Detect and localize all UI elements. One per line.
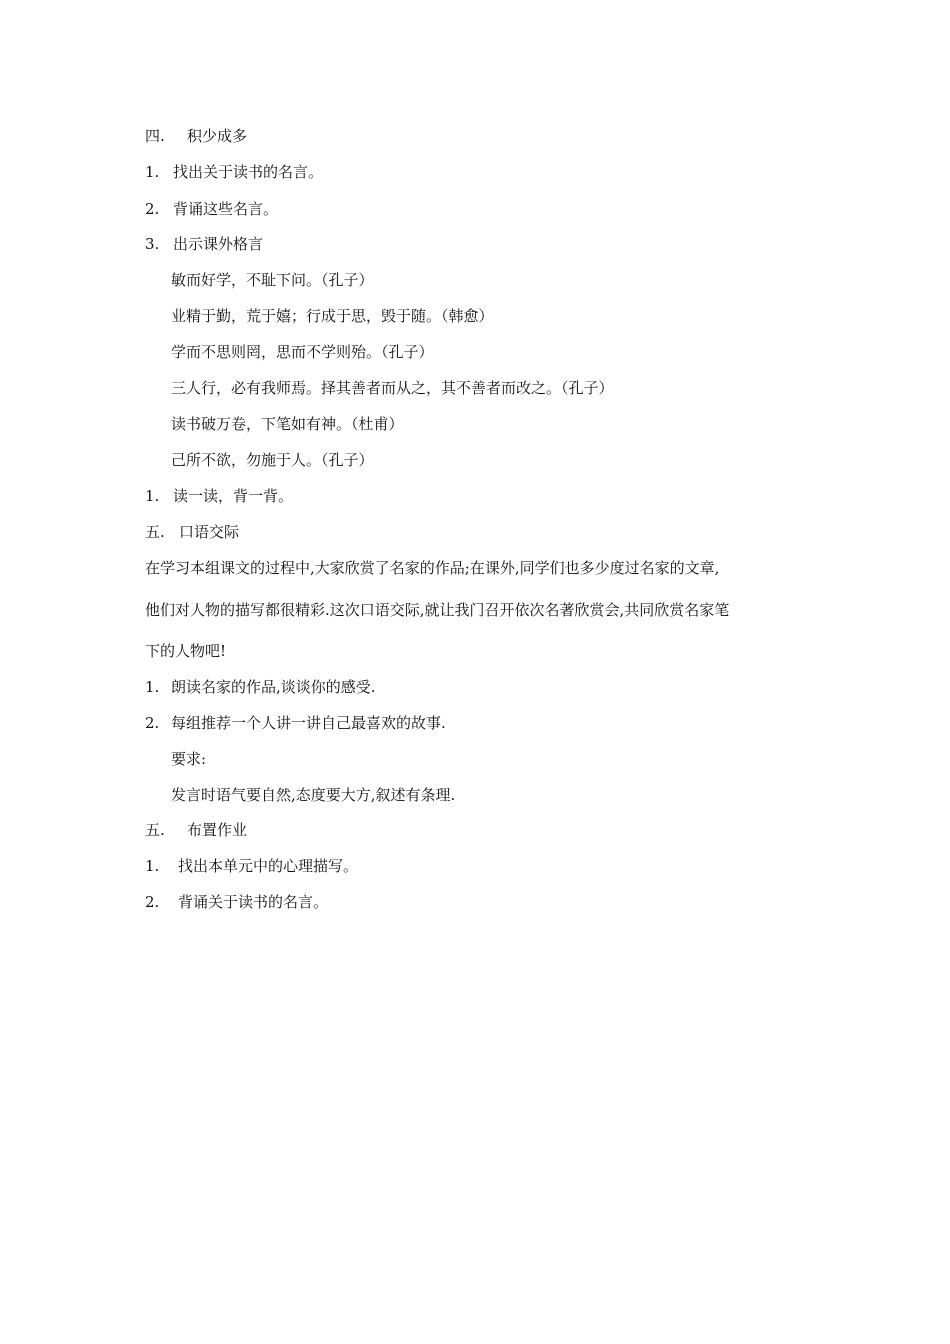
paragraph-text: 他们对人物的描写都很精彩.这次口语交际,就让我门召开依次名著欣赏会,共同欣赏名家笔 <box>145 601 730 619</box>
requirement-text: 发言时语气要自然,态度要大方,叙述有条理. <box>171 786 456 804</box>
list-item-text: 找出本单元中的心理描写。 <box>178 857 359 875</box>
list-item-number: 2. <box>145 893 160 911</box>
list-item-text: 背诵关于读书的名言。 <box>178 893 329 911</box>
quote-text: 敏而好学，不耻下问。（孔子） <box>171 271 374 289</box>
list-item-number: 1. <box>145 163 160 181</box>
list-item-number: 1. <box>145 487 160 505</box>
list-item-text: 找出关于读书的名言。 <box>173 163 324 181</box>
list-item-text: 出示课外格言 <box>173 235 264 253</box>
list-item-text: 朗读名家的作品,谈谈你的感受. <box>171 678 376 696</box>
quote-text: 学而不思则罔，思而不学则殆。（孔子） <box>171 343 434 361</box>
list-item-number: 3. <box>145 235 160 253</box>
section-4-title: 积少成多 <box>187 127 248 145</box>
section-5-title: 口语交际 <box>179 523 240 541</box>
section-4-number: 四. <box>145 127 165 145</box>
quote-text: 读书破万卷，下笔如有神。（杜甫） <box>171 415 404 433</box>
list-item-number: 2. <box>145 200 160 218</box>
requirement-label: 要求: <box>171 750 207 768</box>
paragraph-text: 在学习本组课文的过程中,大家欣赏了名家的作品;在课外,同学们也多少度过名家的文章, <box>145 559 720 577</box>
list-item-number: 1. <box>145 857 160 875</box>
section-5-homework-title: 布置作业 <box>187 821 248 839</box>
paragraph-text: 下的人物吧! <box>145 642 227 660</box>
quote-text: 业精于勤，荒于嬉；行成于思，毁于随。（韩愈） <box>171 307 494 325</box>
quote-text: 三人行，必有我师焉。择其善者而从之，其不善者而改之。（孔子） <box>171 379 614 397</box>
list-item-number: 1. <box>145 678 160 696</box>
section-5-homework-number: 五. <box>145 821 165 839</box>
list-item-number: 2. <box>145 714 160 732</box>
list-item-text: 读一读，背一背。 <box>173 487 294 505</box>
quote-text: 己所不欲，勿施于人。（孔子） <box>171 451 374 469</box>
list-item-text: 背诵这些名言。 <box>173 200 279 218</box>
list-item-text: 每组推荐一个人讲一讲自己最喜欢的故事. <box>171 714 446 732</box>
section-5-number: 五. <box>145 523 165 541</box>
